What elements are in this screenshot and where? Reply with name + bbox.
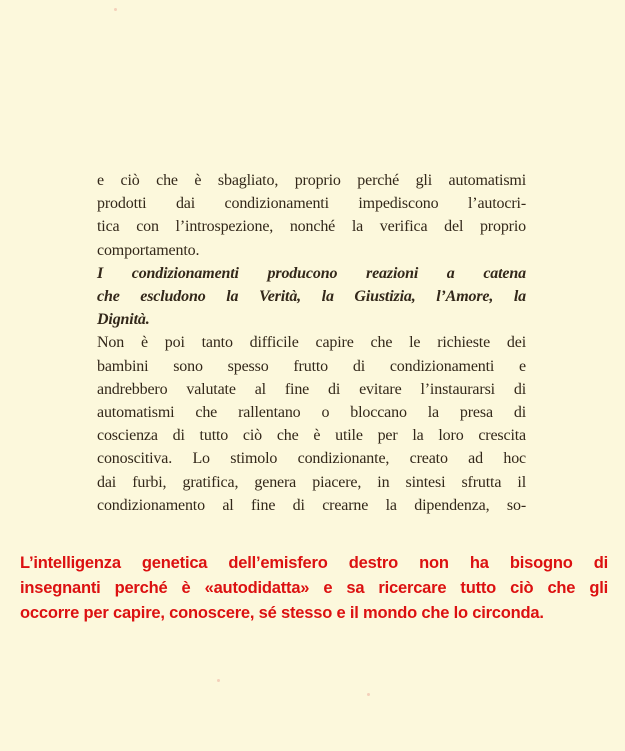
body-line: conoscitiva. Lo stimolo condizionante, creato ad hoc [97, 450, 526, 468]
body-line: tica con l’introspezione, nonché la verifica del proprio [97, 218, 526, 236]
emphasis-line: Dignità. [97, 311, 150, 329]
paper-speck [114, 8, 117, 11]
footer-note-line: insegnanti perché è «autodidatta» e sa ricercare tutto ciò che gli [20, 579, 608, 597]
footer-highlight-note [20, 551, 608, 626]
page-text-block [97, 169, 526, 517]
body-line: bambini sono spesso frutto di condizionamenti e [97, 357, 526, 375]
body-line: prodotti dai condizionamenti impediscono l’autocri- [97, 195, 526, 213]
body-line: automatismi che rallentano o bloccano la presa di [97, 404, 526, 422]
body-line: coscienza di tutto ciò che è utile per la loro crescita [97, 427, 526, 445]
body-line: condizionamento al fine di crearne la dipendenza, so- [97, 496, 526, 514]
paper-speck [217, 679, 220, 682]
emphasis-line: che escludono la Verità, la Giustizia, l’Amore, la [97, 288, 526, 306]
footer-note-line: occorre per capire, conoscere, sé stesso e il mondo che lo circonda. [20, 604, 544, 622]
body-line: e ciò che è sbagliato, proprio perché gli automatismi [97, 172, 526, 189]
paper-speck [367, 693, 370, 696]
body-line: dai furbi, gratifica, genera piacere, in sintesi sfrutta il [97, 473, 526, 491]
emphasis-line: I condizionamenti producono reazioni a catena [97, 264, 526, 282]
body-line: Non è poi tanto difficile capire che le richieste dei [97, 334, 526, 352]
body-line: andrebbero valutate al fine di evitare l’instaurarsi di [97, 380, 526, 398]
footer-note-line: L’intelligenza genetica dell’emisfero destro non ha bisogno di [20, 554, 608, 572]
body-line: comportamento. [97, 241, 200, 259]
